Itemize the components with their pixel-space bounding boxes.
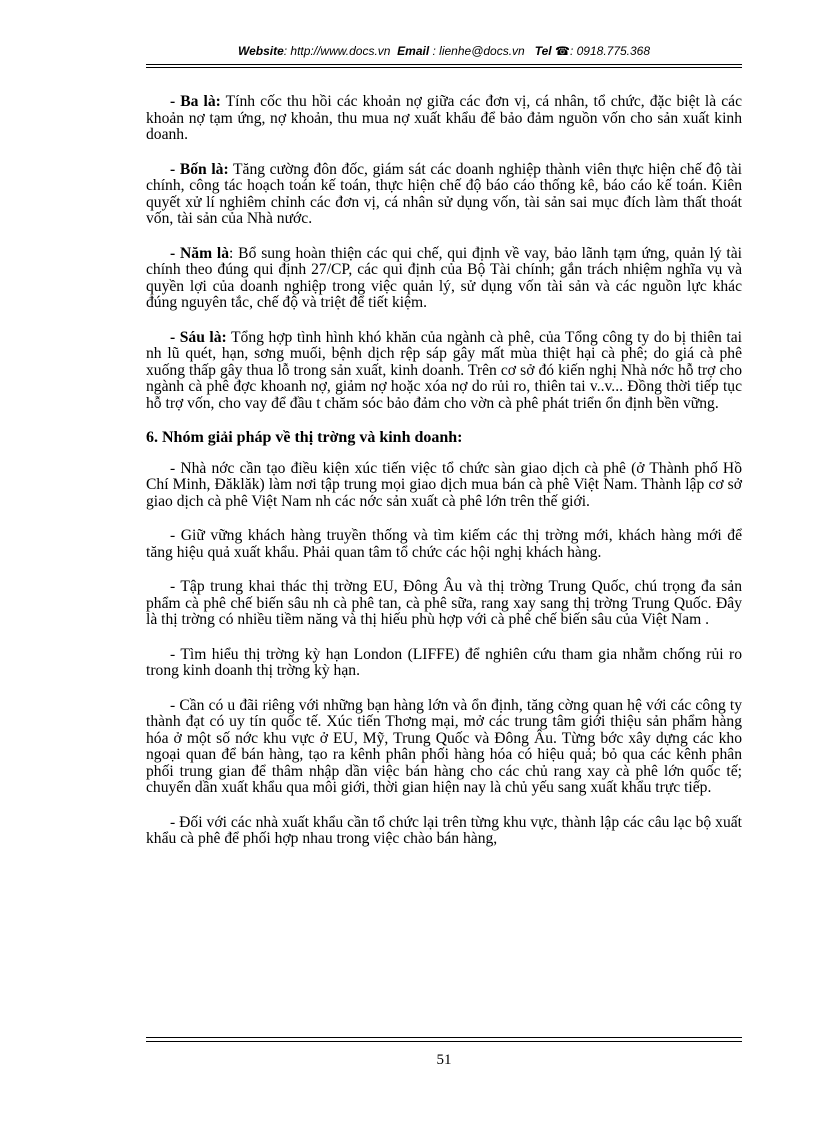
header-rule-bottom xyxy=(146,67,742,68)
footer-rule-top xyxy=(146,1037,742,1038)
paragraph-sau-la xyxy=(146,330,742,413)
phone-icon: ☎ xyxy=(555,44,570,58)
page-body xyxy=(146,94,742,866)
section-paragraph: - Nhà nớc cần tạo điều kiện xúc tiến việc tổ chức sàn giao dịch cà phê (ở Thành phố Hồ Chí Minh, Đăklăk) làm nơi tập trung mọi giao dịch mua bán cà phê Việt Nam. Thành lập cơ sở giao dịch cà phê Việt Nam nh các nớc sản xuất cà phê lớn trên thế giới. xyxy=(146,459,742,510)
section-heading: 6. Nhóm giải pháp về thị trờng và kinh doanh: xyxy=(146,429,463,446)
paragraph-text: : Bổ sung hoàn thiện các qui chế, qui định về vay, bảo lãnh tạm ứng, quản lý tài chính theo đúng qui định 27/CP, các qui định của Bộ Tài chính; gắn trách nhiệm nghĩa vụ và quyền lợi của doanh nghiệp trong việc quản lý, sử dụng vốn tài sản và các nguồn lực khác đúng nguyên tắc, chế độ và triệt để tiết kiệm. xyxy=(146,244,742,311)
paragraph-lead: - Năm là xyxy=(170,244,230,262)
paragraph-text: Tổng hợp tình hình khó khăn của ngành cà phê, của Tổng công ty do bị thiên tai nh lũ quét, hạn, sơng muối, bệnh dịch rệp sáp gây mất mùa thiệt hại cà phê; do giá cà phê xuống thấp gây thua lỗ trong sản xuất, kinh doanh. Trên cơ sở đó kiến nghị Nhà nớc hỗ trợ cho ngành cà phê đợc khoanh nợ, giảm nợ hoặc xóa nợ do rủi ro, thiên tai v..v... Đồng thời tiếp tục hỗ trợ vốn, cho vay để đầu t chăm sóc bảo đảm cho vờn cà phê phát triển ổn định bền vững. xyxy=(146,328,742,412)
section-paragraph: - Cần có u đãi riêng với những bạn hàng lớn và ổn định, tăng cờng quan hệ với các công ty thành đạt có uy tín quốc tế. Xúc tiến Thơng mại, mở các trung tâm giới thiệu sản phẩm hàng hóa ở một số nớc khu vực ở EU, Mỹ, Trung Quốc và Đông Âu. Từng bớc xây dựng các kho ngoại quan để bán hàng, tạo ra kênh phân phối hàng hóa có hiệu quả; bỏ qua các kênh phân phối trung gian để thâm nhập dần việc bán hàng cho các chủ rang xay cà phê lớn quốc tế; chuyển dần xuất khẩu qua môi giới, thời gian hiện nay là chủ yếu sang xuất khẩu trực tiếp. xyxy=(146,696,742,796)
tel-label: Tel xyxy=(534,44,552,58)
email-value: : lienhe@docs.vn xyxy=(432,44,525,58)
paragraph-text: Tính cốc thu hồi các khoản nợ giữa các đơn vị, cá nhân, tổ chức, đặc biệt là các khoản nợ tạm ứng, nợ khoản, thu mua nợ xuất khẩu để bảo đảm nguồn vốn cho sản xuất kinh doanh. xyxy=(146,93,742,143)
website-label: Website xyxy=(237,44,284,58)
website-value: : http://www.docs.vn xyxy=(283,44,391,58)
paragraph-lead: - Sáu là: xyxy=(170,328,227,346)
page-number: 51 xyxy=(436,1052,452,1068)
footer-rule-bottom xyxy=(146,1041,742,1042)
section-paragraph: - Giữ vững khách hàng truyền thống và tìm kiếm các thị trờng mới, khách hàng mới để tăng hiệu quả xuất khẩu. Phải quan tâm tổ chức các hội nghị khách hàng. xyxy=(146,527,742,561)
paragraph-nam-la xyxy=(146,246,742,312)
paragraph-lead: - Bốn là: xyxy=(170,160,229,178)
section-paragraph: - Tập trung khai thác thị trờng EU, Đông Âu và thị trờng Trung Quốc, chú trọng đa sản phẩm cà phê chế biến sâu nh cà phê tan, cà phê sữa, rang xay sang thị trờng Trung Quốc. Đây là thị trờng có nhiều tiềm năng và thị hiếu phù hợp với cà phê chế biến sâu của Việt Nam . xyxy=(146,578,742,628)
section-paragraph: - Tìm hiểu thị trờng kỳ hạn London (LIFFE) để nghiên cứu tham gia nhằm chống rủi ro trong kinh doanh thị trờng kỳ hạn. xyxy=(146,645,742,679)
header-rule-top xyxy=(146,64,742,65)
page-header xyxy=(146,44,742,58)
email-label: Email xyxy=(397,44,430,58)
paragraph-lead: - Ba là: xyxy=(170,93,221,110)
tel-value: : 0918.775.368 xyxy=(569,44,651,58)
paragraph-ba-la xyxy=(146,94,742,144)
paragraph-text: Tăng cường đôn đốc, giám sát các doanh nghiệp thành viên thực hiện chế độ tài chính, công tác hoạch toán kế toán, thực hiện chế độ báo cáo thống kê, báo cáo kế toán. Kiên quyết xử lí nghiêm chỉnh các đơn vị, cá nhân sử dụng vốn, tài sản sai mục đích làm thất thoát vốn, tài sản của Nhà nước. xyxy=(146,160,742,227)
section-paragraph: - Đối với các nhà xuất khẩu cần tổ chức lại trên từng khu vực, thành lập các câu lạc bộ xuất khẩu cà phê để phối hợp nhau trong việc chào bán hàng, xyxy=(146,813,742,847)
paragraph-bon-la xyxy=(146,162,742,228)
